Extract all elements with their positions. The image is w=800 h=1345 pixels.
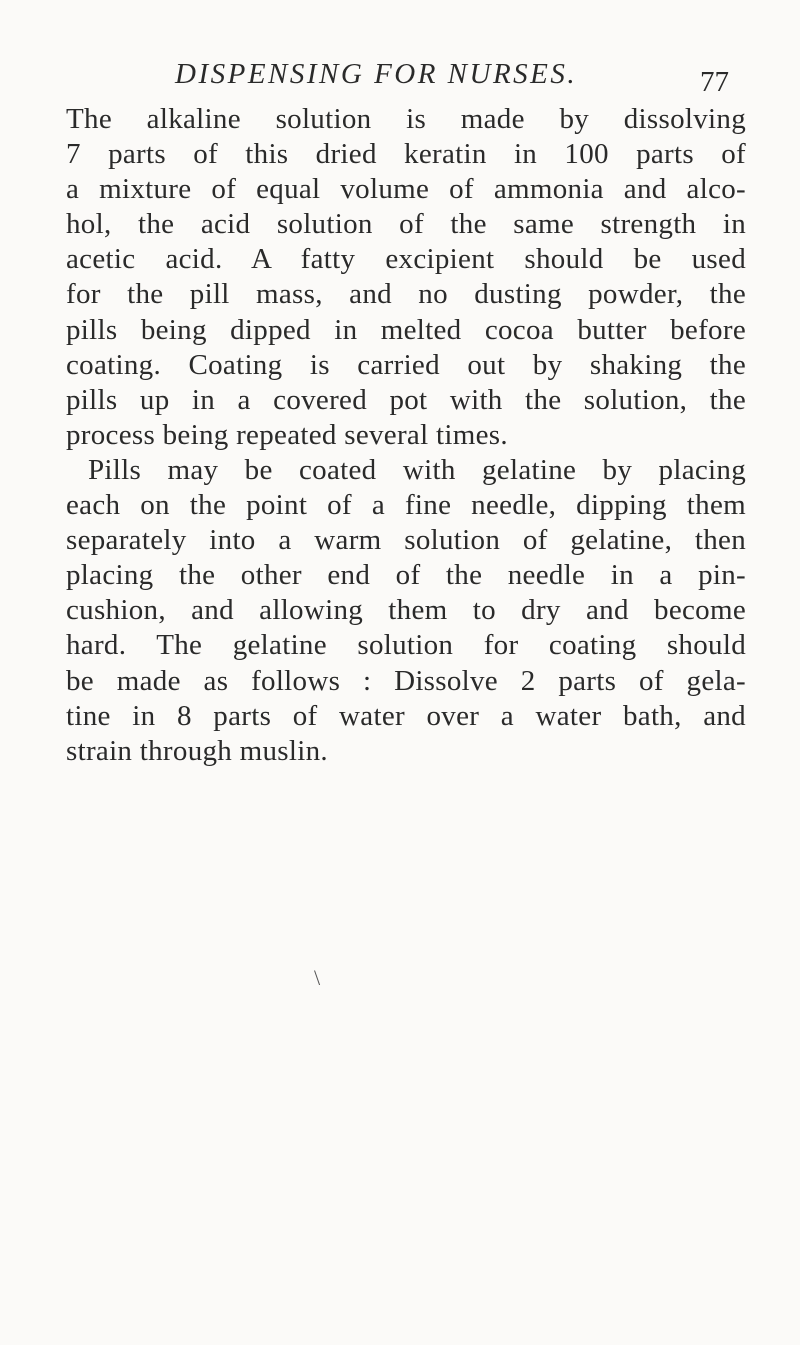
text-line: process being repeated several times. [66, 418, 508, 451]
body-text [66, 102, 746, 769]
text-line: 7 parts of this dried keratin in 100 parts of [66, 138, 746, 171]
text-line: pills up in a covered pot with the solution, the [66, 383, 746, 416]
text-line: Pills may be coated with gelatine by placing [88, 453, 746, 486]
text-line: placing the other end of the needle in a pin- [66, 559, 746, 592]
text-line: hard. The gelatine solution for coating should [66, 629, 746, 662]
text-line: The alkaline solution is made by dissolving [66, 103, 746, 135]
text-line: a mixture of equal volume of ammonia and alco- [66, 173, 746, 206]
running-title: DISPENSING FOR NURSES. [175, 58, 578, 90]
text-line: tine in 8 parts of water over a water bath, and [66, 699, 746, 732]
text-line: be made as follows : Dissolve 2 parts of gela- [66, 664, 746, 697]
text-line: strain through muslin. [66, 734, 328, 767]
paragraph-1 [66, 102, 746, 453]
text-line: acetic acid. A fatty excipient should be used [66, 243, 746, 276]
text-line: cushion, and allowing them to dry and become [66, 594, 746, 627]
text-line: hol, the acid solution of the same strength in [66, 208, 746, 241]
page-number: 77 [700, 66, 729, 98]
text-line: coating. Coating is carried out by shaking the [66, 348, 746, 381]
text-line: each on the point of a fine needle, dipping them [66, 489, 746, 522]
stray-mark: \ [314, 965, 321, 990]
text-line: separately into a warm solution of gelatine, then [66, 524, 746, 557]
running-head [0, 58, 800, 98]
paragraph-2 [66, 453, 746, 769]
text-line: pills being dipped in melted cocoa butter before [66, 313, 746, 346]
text-line: for the pill mass, and no dusting powder, the [66, 278, 746, 311]
